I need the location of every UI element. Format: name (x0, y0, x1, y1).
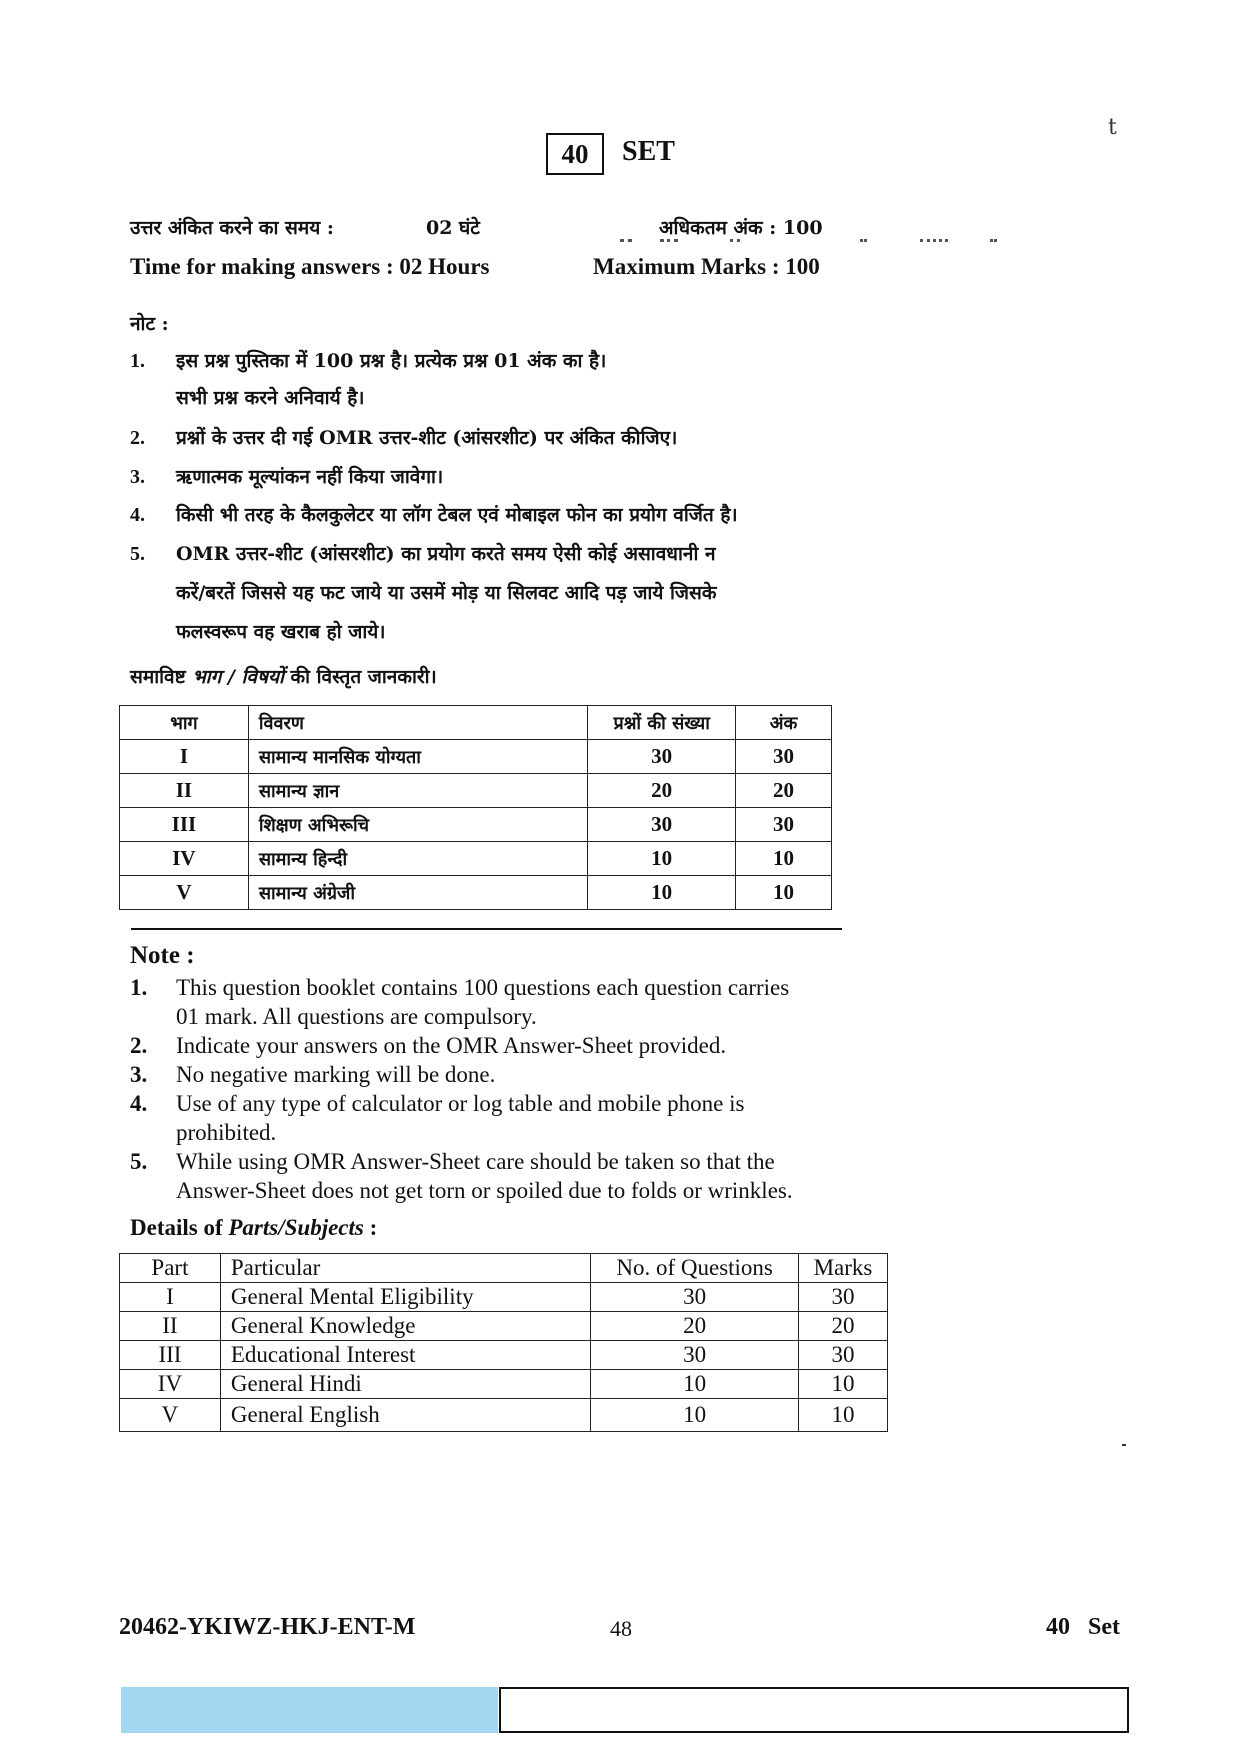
page-number: 48 (610, 1616, 632, 1641)
note-en-number-5: 5. (130, 1149, 148, 1174)
marks-cell: 30 (736, 808, 832, 842)
questions-cell: 10 (591, 1370, 799, 1399)
subject-cell: General Mental Eligibility (220, 1283, 590, 1312)
note-en-1-line-2: 01 mark. All questions are compulsory. (176, 1004, 537, 1029)
part-cell: II (120, 774, 249, 808)
marks-cell: 30 (799, 1341, 888, 1370)
note-hi-3-line-1: ऋणात्मक मूल्यांकन नहीं किया जावेगा। (176, 466, 444, 488)
subject-cell: सामान्य हिन्दी (248, 842, 587, 876)
part-cell: V (120, 1399, 221, 1432)
notes-title-english: Note : (130, 942, 195, 969)
subject-cell: Educational Interest (220, 1341, 590, 1370)
column-header: Marks (799, 1254, 888, 1283)
table-row (120, 774, 832, 808)
note-en-number-1: 1. (130, 975, 148, 1000)
note-hi-5-line-3: फलस्वरूप वह खराब हो जाये। (176, 621, 386, 643)
questions-cell: 10 (588, 876, 736, 910)
marks-cell: 10 (799, 1370, 888, 1399)
table-row (120, 1312, 888, 1341)
note-hi-number-1: 1. (130, 350, 145, 372)
note-en-number-3: 3. (130, 1062, 148, 1087)
part-cell: I (120, 1283, 221, 1312)
note-hi-5-line-1: OMR उत्तर-शीट (आंसरशीट) का प्रयोग करते समय ऐसी कोई असावधानी न (176, 543, 716, 565)
note-hi-1-line-1: इस प्रश्न पुस्तिका में 100 प्रश्न है। प्रत्येक प्रश्न 01 अंक का है। (176, 350, 607, 372)
note-en-2-line-1: Indicate your answers on the OMR Answer-Sheet provided. (176, 1033, 727, 1058)
time-label-english: Time for making answers : 02 Hours (130, 254, 490, 279)
details-table-english (119, 1253, 888, 1432)
note-hi-1-line-2: सभी प्रश्न करने अनिवार्य है। (176, 387, 365, 409)
margin-mark (1122, 1444, 1126, 1446)
note-en-4-line-2: prohibited. (176, 1120, 277, 1145)
subject-cell: सामान्य ज्ञान (248, 774, 587, 808)
table-row (120, 1341, 888, 1370)
bottom-color-bar (121, 1687, 498, 1733)
note-hi-number-5: 5. (130, 543, 145, 565)
table-row (120, 876, 832, 910)
column-header: प्रश्नों की संख्या (588, 706, 736, 740)
questions-cell: 20 (591, 1312, 799, 1341)
details-table-hindi (119, 705, 832, 910)
set-label: SET (622, 136, 675, 167)
max-marks-hindi: अधिकतम अंक : 100 (659, 217, 823, 239)
note-en-number-2: 2. (130, 1033, 148, 1058)
part-cell: IV (120, 842, 249, 876)
table-row (120, 808, 832, 842)
column-header: Particular (220, 1254, 590, 1283)
column-header: भाग (120, 706, 249, 740)
max-marks-english: Maximum Marks : 100 (593, 254, 820, 279)
questions-cell: 20 (588, 774, 736, 808)
marks-cell: 20 (736, 774, 832, 808)
subject-cell: सामान्य मानसिक योग्यता (248, 740, 587, 774)
part-cell: V (120, 876, 249, 910)
table-header-row (120, 706, 832, 740)
questions-cell: 30 (591, 1341, 799, 1370)
details-title-hindi: समाविष्ट भाग / विषयों की विस्तृत जानकारी। (130, 666, 437, 688)
column-header: No. of Questions (591, 1254, 799, 1283)
note-hi-4-line-1: किसी भी तरह के कैलकुलेटर या लॉग टेबल एवं मोबाइल फोन का प्रयोग वर्जित है। (176, 504, 738, 526)
notes-list-english (130, 973, 870, 1205)
section-divider (131, 928, 842, 930)
note-hi-number-2: 2. (130, 427, 145, 449)
questions-cell: 30 (588, 808, 736, 842)
subject-cell: General English (220, 1399, 590, 1432)
note-hi-number-3: 3. (130, 466, 145, 488)
table-row (120, 1399, 888, 1432)
questions-cell: 30 (591, 1283, 799, 1312)
header-scan-marks: t (620, 121, 1120, 127)
note-hi-5-line-2: करें/बरतें जिससे यह फट जाये या उसमें मोड़ या सिलवट आदि पड़ जाये जिसके (176, 582, 717, 604)
table-row (120, 740, 832, 774)
column-header: Part (120, 1254, 221, 1283)
note-en-4-line-1: Use of any type of calculator or log table and mobile phone is (176, 1091, 745, 1116)
marks-cell: 20 (799, 1312, 888, 1341)
marks-cell: 30 (799, 1283, 888, 1312)
bottom-empty-box (499, 1687, 1129, 1733)
note-en-3-line-1: No negative marking will be done. (176, 1062, 496, 1087)
table-row (120, 842, 832, 876)
time-label-hindi: उत्तर अंकित करने का समय : (130, 217, 334, 239)
note-en-5-line-2: Answer-Sheet does not get torn or spoiled due to folds or wrinkles. (176, 1178, 793, 1203)
column-header: अंक (736, 706, 832, 740)
table-row (120, 1370, 888, 1399)
subject-cell: General Knowledge (220, 1312, 590, 1341)
set-number-box: 40 (546, 133, 604, 175)
table-header-row (120, 1254, 888, 1283)
booklet-code: 20462-YKIWZ-HKJ-ENT-M (119, 1614, 416, 1640)
marks-cell: 10 (736, 842, 832, 876)
questions-cell: 10 (588, 842, 736, 876)
questions-cell: 10 (591, 1399, 799, 1432)
subject-cell: General Hindi (220, 1370, 590, 1399)
part-cell: II (120, 1312, 221, 1341)
note-hi-number-4: 4. (130, 504, 145, 526)
questions-cell: 30 (588, 740, 736, 774)
note-en-5-line-1: While using OMR Answer-Sheet care should be taken so that the (176, 1149, 775, 1174)
footer-set-label: 40 Set (1046, 1614, 1120, 1640)
details-title-english: Details of Parts/Subjects : (130, 1215, 378, 1240)
note-en-1-line-1: This question booklet contains 100 questions each question carries (176, 975, 790, 1000)
note-hi-2-line-1: प्रश्नों के उत्तर दी गई OMR उत्तर-शीट (आंसरशीट) पर अंकित कीजिए। (176, 427, 678, 449)
part-cell: IV (120, 1370, 221, 1399)
table-row (120, 1283, 888, 1312)
subject-cell: सामान्य अंग्रेजी (248, 876, 587, 910)
notes-title-hindi: नोट : (130, 313, 169, 335)
marks-cell: 10 (799, 1399, 888, 1432)
column-header: विवरण (248, 706, 587, 740)
note-en-number-4: 4. (130, 1091, 148, 1116)
subject-cell: शिक्षण अभिरूचि (248, 808, 587, 842)
marks-cell: 10 (736, 876, 832, 910)
part-cell: I (120, 740, 249, 774)
marks-cell: 30 (736, 740, 832, 774)
part-cell: III (120, 808, 249, 842)
part-cell: III (120, 1341, 221, 1370)
time-value-hindi: 02 घंटे (426, 217, 480, 239)
